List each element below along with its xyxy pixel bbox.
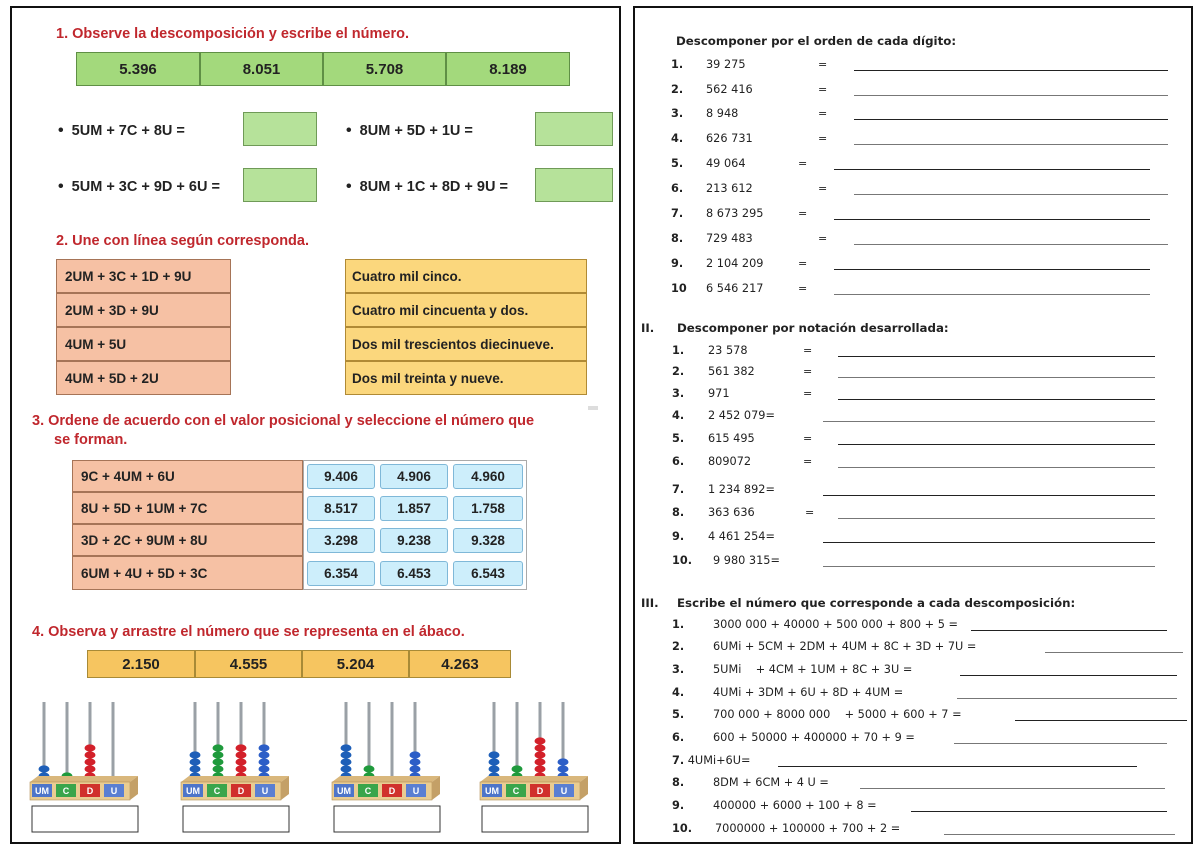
abacus-bead (236, 758, 247, 765)
r-s3-value: 7000000 + 100000 + 700 + 2 = (715, 822, 901, 835)
s3-opt-3-2[interactable]: 9.238 (380, 528, 448, 553)
r-s1-num: 3. (671, 107, 684, 120)
s1-answer-2[interactable] (535, 112, 613, 146)
r-s1-answer-line[interactable] (854, 70, 1168, 71)
r-s3-num: 5. (672, 708, 685, 721)
r-s2-value: 23 578 (708, 344, 748, 357)
abacus-bead (213, 765, 224, 772)
abacus-label: U (110, 786, 118, 796)
r-s1-value: 6 546 217 (706, 282, 764, 295)
s4-number-3[interactable]: 5.204 (302, 650, 409, 678)
r-s1-eq: = (798, 257, 808, 270)
r-s3-answer-line[interactable] (911, 811, 1167, 812)
r-s2-answer-line[interactable] (838, 444, 1155, 445)
abacus-label: D (536, 786, 544, 796)
abacus-bead (190, 758, 201, 765)
r-s2-answer-line[interactable] (838, 399, 1155, 400)
r-s2-value: 363 636 (708, 506, 755, 519)
r-s2-num: 4. (672, 409, 685, 422)
abacus-base-top (332, 776, 440, 782)
abacus-bead (236, 744, 247, 751)
r-s1-eq: = (818, 107, 828, 120)
r-s1-eq: = (798, 207, 808, 220)
abacus-bead (213, 758, 224, 765)
abacus-bead (512, 765, 523, 772)
abacus-bead (213, 751, 224, 758)
abacus-label: D (237, 786, 245, 796)
abacus-bead (341, 751, 352, 758)
abacus-bead (190, 765, 201, 772)
r-s1-eq: = (818, 83, 828, 96)
abacus-bead (341, 744, 352, 751)
r-s2-roman: II. (641, 321, 655, 335)
r-s2-answer-line[interactable] (838, 518, 1155, 519)
r-s1-eq: = (818, 58, 828, 71)
r-s2-num: 5. (672, 432, 685, 445)
s3-opt-1-2[interactable]: 4.906 (380, 464, 448, 489)
r-s3-answer-line[interactable] (971, 630, 1167, 631)
r-s1-answer-line[interactable] (834, 269, 1150, 270)
s2-right-1[interactable]: Cuatro mil cinco. (345, 259, 587, 293)
s2-title: 2. Une con línea según corresponda. (56, 233, 310, 249)
r-s2-value: 9 980 315= (713, 554, 780, 567)
r-s3-answer-line[interactable] (1015, 720, 1187, 721)
abacus-bead (85, 758, 96, 765)
r-s2-answer-line[interactable] (838, 467, 1155, 468)
abacus-label: C (364, 786, 372, 796)
abacus-label: U (560, 786, 568, 796)
s2-right-4[interactable]: Dos mil treinta y nueve. (345, 361, 587, 395)
r-s1-num: 9. (671, 257, 684, 270)
r-s1-value: 626 731 (706, 132, 753, 145)
r-s3-num: 9. (672, 799, 685, 812)
abacus-bead (259, 744, 270, 751)
s3-opt-1-3[interactable]: 4.960 (453, 464, 523, 489)
abacus-label: D (388, 786, 396, 796)
divider (588, 406, 598, 410)
s2-left-4[interactable]: 4UM + 5D + 2U (56, 361, 231, 395)
s3-title-2: se forman. (54, 432, 128, 448)
abacus-label: D (86, 786, 94, 796)
s1-number-2[interactable]: 8.051 (200, 52, 323, 86)
r-s1-value: 39 275 (706, 58, 746, 71)
abacus-bead (489, 765, 500, 772)
abacus (30, 702, 138, 832)
s3-opt-4-3[interactable]: 6.543 (453, 561, 523, 586)
s2-left-1[interactable]: 2UM + 3C + 1D + 9U (56, 259, 231, 293)
abacus-base-top (30, 776, 138, 782)
r-s2-eq: = (805, 506, 815, 519)
r-s2-value: 561 382 (708, 365, 755, 378)
r-s2-answer-line[interactable] (823, 566, 1155, 567)
r-s1-num: 7. (671, 207, 684, 220)
abacus-rod (66, 702, 69, 782)
abacus-label: U (412, 786, 420, 796)
r-s2-eq: = (803, 365, 813, 378)
s3-opt-4-2[interactable]: 6.453 (380, 561, 448, 586)
r-s3-num: 2. (672, 640, 685, 653)
s3-opt-2-3[interactable]: 1.758 (453, 496, 523, 521)
r-s3-value: 5UMi + 4CM + 1UM + 8C + 3U = (713, 663, 913, 676)
s2-right-3[interactable]: Dos mil trescientos diecinueve. (345, 327, 587, 361)
abacus-answer-box[interactable] (32, 806, 138, 832)
r-s1-num: 5. (671, 157, 684, 170)
s3-expr-4: 6UM + 4U + 5D + 3C (72, 556, 303, 590)
abacus-bead (85, 765, 96, 772)
r-s1-value: 8 948 (706, 107, 739, 120)
r-s3-num: 10. (672, 822, 693, 835)
abacus-bead (535, 758, 546, 765)
s3-opt-1-1[interactable]: 9.406 (307, 464, 375, 489)
r-s2-answer-line[interactable] (823, 495, 1155, 496)
s1-expr-4: • 8UM + 1C + 8D + 9U = (346, 178, 508, 195)
s1-answer-1[interactable] (243, 112, 317, 146)
r-s2-answer-line[interactable] (838, 377, 1155, 378)
abacus-bead (410, 758, 421, 765)
r-s1-answer-line[interactable] (854, 244, 1168, 245)
abacus-bead (85, 744, 96, 751)
s2-left-2[interactable]: 2UM + 3D + 9U (56, 293, 231, 327)
r-s2-num: 3. (672, 387, 685, 400)
r-s1-value: 8 673 295 (706, 207, 764, 220)
r-s1-answer-line[interactable] (854, 95, 1168, 96)
s1-number-1[interactable]: 5.396 (76, 52, 200, 86)
s1-number-3[interactable]: 5.708 (323, 52, 446, 86)
r-s3-num: 8. (672, 776, 685, 789)
abacus-bead (535, 765, 546, 772)
r-s2-answer-line[interactable] (838, 356, 1155, 357)
abacus-answer-box[interactable] (183, 806, 289, 832)
s1-number-4[interactable]: 8.189 (446, 52, 570, 86)
s1-expr-1: • 5UM + 7C + 8U = (58, 122, 185, 139)
r-s3-expr: 4UMi+6U= (687, 754, 751, 767)
r-s3-value: 4UMi + 3DM + 6U + 8D + 4UM = (713, 686, 904, 699)
right-worksheet (633, 6, 1193, 844)
r-s2-eq: = (803, 432, 813, 445)
s3-opt-2-1[interactable]: 8.517 (307, 496, 375, 521)
s4-number-2[interactable]: 4.555 (195, 650, 302, 678)
r-s2-eq: = (803, 387, 813, 400)
s3-expr-3: 3D + 2C + 9UM + 8U (72, 524, 303, 556)
r-s1-eq: = (818, 182, 828, 195)
r-s2-num: 8. (672, 506, 685, 519)
r-s3-num: 3. (672, 663, 685, 676)
s4-number-1[interactable]: 2.150 (87, 650, 195, 678)
abacus-label: U (261, 786, 269, 796)
abacus-bead (341, 765, 352, 772)
s3-opt-2-2[interactable]: 1.857 (380, 496, 448, 521)
abacus-bead (489, 758, 500, 765)
s3-expr-1: 9C + 4UM + 6U (72, 460, 303, 492)
r-s1-value: 562 416 (706, 83, 753, 96)
r-s3-answer-line[interactable] (860, 788, 1165, 789)
s2-left-3[interactable]: 4UM + 5U (56, 327, 231, 361)
abacus (332, 702, 440, 832)
abacus-label: C (213, 786, 221, 796)
r-s2-num: 2. (672, 365, 685, 378)
r-s1-eq: = (818, 232, 828, 245)
r-s1-num: 6. (671, 182, 684, 195)
s3-expr-2: 8U + 5D + 1UM + 7C (72, 492, 303, 524)
abacus-answer-box[interactable] (482, 806, 588, 832)
abacus-label: UM (35, 786, 49, 796)
s1-expr-2: • 8UM + 5D + 1U = (346, 122, 473, 139)
r-s3-title: Escribe el número que corresponde a cada descomposición: (677, 596, 1076, 610)
r-s1-value: 213 612 (706, 182, 753, 195)
abacus-bead (489, 751, 500, 758)
abacus-bead (259, 758, 270, 765)
s3-opt-3-1[interactable]: 3.298 (307, 528, 375, 553)
r-s1-value: 49 064 (706, 157, 746, 170)
r-s2-num: 10. (672, 554, 693, 567)
abacus-answer-box[interactable] (334, 806, 440, 832)
abacus-bead (259, 751, 270, 758)
r-s2-num: 7. (672, 483, 685, 496)
r-s3-answer-line[interactable] (960, 675, 1177, 676)
s4-number-4[interactable]: 4.263 (409, 650, 511, 678)
r-s2-value: 4 461 254= (708, 530, 775, 543)
r-s1-eq: = (798, 282, 808, 295)
r-s2-value: 971 (708, 387, 730, 400)
abacus-base-top (480, 776, 588, 782)
s3-title-1: 3. Ordene de acuerdo con el valor posicional y seleccione el número que (32, 413, 535, 429)
r-s1-eq: = (818, 132, 828, 145)
abacus-group (12, 688, 619, 838)
r-s2-answer-line[interactable] (823, 542, 1155, 543)
r-s2-value: 2 452 079= (708, 409, 775, 422)
r-s1-answer-line[interactable] (854, 194, 1168, 195)
r-s3-num: 4. (672, 686, 685, 699)
abacus-bead (190, 751, 201, 758)
abacus-label: C (62, 786, 70, 796)
s4-title: 4. Observa y arrastre el número que se representa en el ábaco. (32, 624, 465, 640)
r-s3-num: 6. (672, 731, 685, 744)
abacus-label: UM (485, 786, 499, 796)
abacus-bead (259, 765, 270, 772)
r-s3-roman: III. (641, 596, 659, 610)
r-s3-value: 3000 000 + 40000 + 500 000 + 800 + 5 = (713, 618, 958, 631)
abacus-bead (85, 751, 96, 758)
abacus-label: UM (337, 786, 351, 796)
s1-answer-3[interactable] (243, 168, 317, 202)
r-s1-answer-line[interactable] (834, 169, 1150, 170)
r-s1-num: 4. (671, 132, 684, 145)
r-s1-num: 2. (671, 83, 684, 96)
r-s1-answer-line[interactable] (854, 119, 1168, 120)
r-s3-value: 8DM + 6CM + 4 U = (713, 776, 829, 789)
abacus (480, 702, 588, 832)
r-s3-value (672, 754, 750, 767)
r-s3-answer-line[interactable] (954, 743, 1167, 744)
r-s1-answer-line[interactable] (834, 219, 1150, 220)
r-s2-answer-line[interactable] (823, 421, 1155, 422)
r-s3-num: 1. (672, 618, 685, 631)
r-s3-value: 400000 + 6000 + 100 + 8 = (713, 799, 877, 812)
s2-right-2[interactable]: Cuatro mil cincuenta y dos. (345, 293, 587, 327)
abacus-bead (558, 758, 569, 765)
r-s2-num: 6. (672, 455, 685, 468)
abacus-bead (410, 765, 421, 772)
s3-opt-4-1[interactable]: 6.354 (307, 561, 375, 586)
r-s2-num: 9. (672, 530, 685, 543)
r-s3-value: 6UMi + 5CM + 2DM + 4UM + 8C + 3D + 7U = (713, 640, 977, 653)
abacus-base-top (181, 776, 289, 782)
s1-expr-3: • 5UM + 3C + 9D + 6U = (58, 178, 220, 195)
r-s2-eq: = (803, 455, 813, 468)
abacus-bead (39, 765, 50, 772)
abacus-bead (236, 765, 247, 772)
r-s1-num: 8. (671, 232, 684, 245)
r-s1-num: 10 (671, 282, 687, 295)
r-s1-value: 2 104 209 (706, 257, 764, 270)
r-s3-value: 600 + 50000 + 400000 + 70 + 9 = (713, 731, 915, 744)
r-s2-num: 1. (672, 344, 685, 357)
r-s1-title: Descomponer por el orden de cada dígito: (676, 34, 957, 48)
s3-opt-3-3[interactable]: 9.328 (453, 528, 523, 553)
r-s3-answer-line[interactable] (1045, 652, 1183, 653)
r-s1-value: 729 483 (706, 232, 753, 245)
r-s3-value: 700 000 + 8000 000 + 5000 + 600 + 7 = (713, 708, 962, 721)
r-s3-answer-line[interactable] (778, 766, 1137, 767)
r-s1-num: 1. (671, 58, 684, 71)
abacus-bead (535, 737, 546, 744)
abacus-bead (341, 758, 352, 765)
s1-answer-4[interactable] (535, 168, 613, 202)
abacus-label: C (512, 786, 520, 796)
r-s3-answer-line[interactable] (957, 698, 1177, 699)
r-s2-value: 615 495 (708, 432, 755, 445)
abacus (181, 702, 289, 832)
r-s3-answer-line[interactable] (944, 834, 1175, 835)
abacus-rod (391, 702, 394, 782)
abacus-bead (535, 744, 546, 751)
abacus-rod (112, 702, 115, 782)
r-s2-value: 809072 (708, 455, 752, 468)
abacus-bead (236, 751, 247, 758)
abacus-bead (364, 765, 375, 772)
r-s2-title: Descomponer por notación desarrollada: (677, 321, 949, 335)
abacus-bead (213, 744, 224, 751)
s1-title: 1. Observe la descomposición y escribe el número. (56, 26, 409, 42)
r-s2-value: 1 234 892= (708, 483, 775, 496)
r-s1-answer-line[interactable] (854, 144, 1168, 145)
abacus-bead (558, 765, 569, 772)
abacus-bead (535, 751, 546, 758)
abacus-label: UM (186, 786, 200, 796)
r-s2-eq: = (803, 344, 813, 357)
r-s1-answer-line[interactable] (834, 294, 1150, 295)
abacus-bead (410, 751, 421, 758)
r-s1-eq: = (798, 157, 808, 170)
r-s3-num: 7. (672, 754, 685, 767)
left-worksheet (10, 6, 621, 844)
